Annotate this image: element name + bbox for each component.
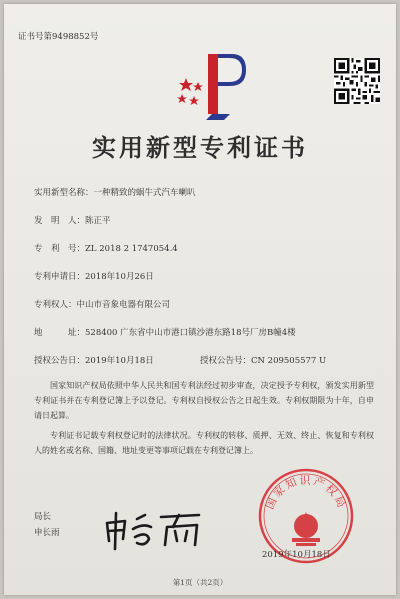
- patent-holder-value: 中山市音象电器有限公司: [76, 300, 171, 310]
- patent-holder-row: [34, 298, 170, 310]
- patent-number-value: ZL 2018 2 1747054.4: [85, 244, 178, 254]
- grant-number-row: [200, 354, 326, 366]
- inventor-row: [34, 214, 111, 226]
- inventor-value: 陈正平: [85, 216, 111, 226]
- address-label: 地 址：: [34, 328, 86, 338]
- grant-date-label: 授权公告日：: [34, 356, 86, 366]
- filing-date-label: 专利申请日：: [34, 272, 86, 282]
- patent-number-row: [34, 242, 178, 254]
- qr-code: [334, 58, 380, 104]
- svg-text:国家知识产权局: 国家知识产权局: [263, 474, 349, 512]
- utility-model-name-label: 实用新型名称：: [34, 188, 94, 198]
- filing-date-value: 2018年10月26日: [85, 272, 154, 282]
- filing-date-row: [34, 270, 154, 282]
- grant-number-label: 授权公告号：: [200, 356, 252, 366]
- patent-number-label: 专 利 号：: [34, 244, 86, 254]
- page-footer: 第1页（共2页）: [172, 578, 228, 587]
- certificate-title: 实用新型专利证书: [92, 133, 308, 162]
- grant-date-row: [34, 354, 154, 366]
- patent-holder-label: 专利权人：: [34, 300, 77, 310]
- grant-statement-paragraph: 国家知识产权局依照中华人民共和国专利法经过初步审查，决定授予专利权，颁发实用新型专利证书并在专利登记簿上予以登记。专利权自授权公告之日起生效。专利权期限为十年，自申请日起算。: [34, 381, 374, 420]
- certificate-page: [4, 4, 396, 595]
- legal-status-paragraph: 专利证书记载专利权登记时的法律状况。专利权的转移、质押、无效、终止、恢复和专利权人的姓名或名称、国籍、地址变更等事项记载在专利登记簿上。: [34, 431, 374, 455]
- director-signature: [99, 509, 209, 551]
- grant-date-value: 2019年10月18日: [85, 356, 154, 366]
- seal-date: 2019年10月18日: [262, 550, 331, 560]
- grant-number-value: CN 209505577 U: [251, 356, 327, 366]
- director-name-label: 申长雨: [34, 528, 60, 538]
- address-row: [34, 326, 296, 338]
- utility-model-name-value: 一种精致的蜗牛式汽车喇叭: [93, 188, 196, 198]
- patent-office-logo-icon: [172, 48, 250, 122]
- certificate-number: 证书号第9498852号: [18, 32, 99, 42]
- utility-model-name-row: [34, 186, 196, 198]
- address-value: 528400 广东省中山市港口镇沙港东路18号厂房B幢4楼: [85, 328, 296, 338]
- director-title-label: 局长: [34, 512, 52, 522]
- inventor-label: 发 明 人：: [34, 216, 86, 226]
